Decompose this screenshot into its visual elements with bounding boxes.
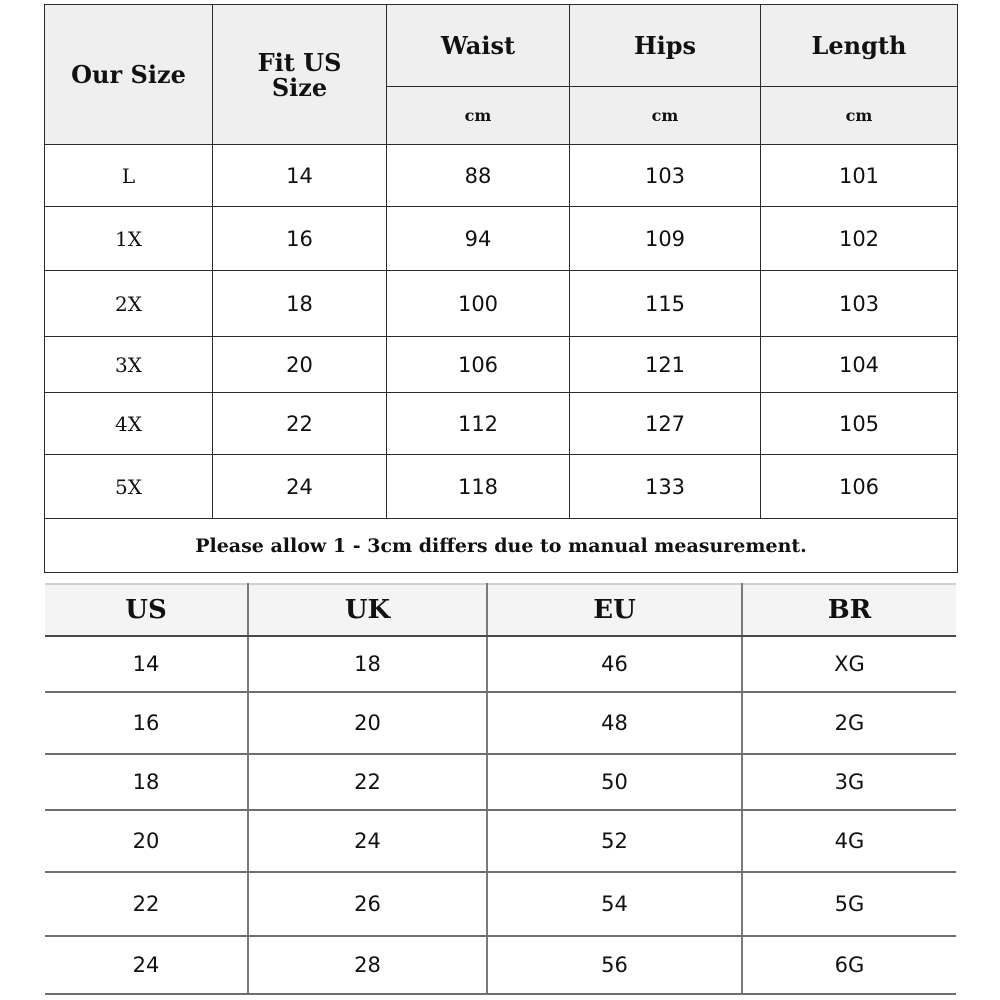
table-row <box>45 692 956 754</box>
size-chart-table <box>44 4 958 573</box>
cell-size: 3X <box>45 337 213 393</box>
cell-us-size: 16 <box>213 207 387 271</box>
cell-uk: 18 <box>248 636 487 692</box>
cell-br: 4G <box>742 810 956 872</box>
cell-uk: 26 <box>248 872 487 936</box>
cell-length: 104 <box>761 337 958 393</box>
cell-eu: 50 <box>487 754 742 810</box>
cell-us: 24 <box>45 936 248 994</box>
cell-size: L <box>45 145 213 207</box>
cell-waist: 118 <box>387 455 570 519</box>
cell-length: 103 <box>761 271 958 337</box>
table-row <box>45 393 958 455</box>
cell-waist: 88 <box>387 145 570 207</box>
cell-waist: 100 <box>387 271 570 337</box>
header-fit-us-size: Fit US Size <box>213 5 387 145</box>
table-row <box>45 872 956 936</box>
cell-length: 101 <box>761 145 958 207</box>
cell-size: 4X <box>45 393 213 455</box>
size-conversion-table <box>45 583 956 995</box>
table-row <box>45 207 958 271</box>
cell-us: 14 <box>45 636 248 692</box>
cell-us-size: 20 <box>213 337 387 393</box>
cell-hips: 133 <box>570 455 761 519</box>
cell-hips: 115 <box>570 271 761 337</box>
cell-uk: 20 <box>248 692 487 754</box>
cell-hips: 121 <box>570 337 761 393</box>
cell-length: 105 <box>761 393 958 455</box>
cell-size: 5X <box>45 455 213 519</box>
cell-waist: 94 <box>387 207 570 271</box>
cell-eu: 52 <box>487 810 742 872</box>
header-uk: UK <box>248 584 487 636</box>
cell-br: 5G <box>742 872 956 936</box>
table-row <box>45 337 958 393</box>
cell-us: 22 <box>45 872 248 936</box>
cell-waist: 112 <box>387 393 570 455</box>
table-row <box>45 636 956 692</box>
cell-eu: 48 <box>487 692 742 754</box>
cell-hips: 127 <box>570 393 761 455</box>
table-row <box>45 936 956 994</box>
table-row <box>45 754 956 810</box>
cell-hips: 103 <box>570 145 761 207</box>
header-our-size: Our Size <box>45 5 213 145</box>
header-eu: EU <box>487 584 742 636</box>
cell-hips: 109 <box>570 207 761 271</box>
header-br: BR <box>742 584 956 636</box>
unit-length: cm <box>761 87 958 145</box>
cell-us-size: 14 <box>213 145 387 207</box>
cell-uk: 28 <box>248 936 487 994</box>
table-row <box>45 271 958 337</box>
cell-br: 3G <box>742 754 956 810</box>
table-row <box>45 145 958 207</box>
header-us: US <box>45 584 248 636</box>
cell-length: 102 <box>761 207 958 271</box>
cell-length: 106 <box>761 455 958 519</box>
cell-size: 1X <box>45 207 213 271</box>
header-hips: Hips <box>570 5 761 87</box>
cell-us: 20 <box>45 810 248 872</box>
unit-hips: cm <box>570 87 761 145</box>
cell-us: 18 <box>45 754 248 810</box>
cell-uk: 22 <box>248 754 487 810</box>
cell-eu: 56 <box>487 936 742 994</box>
cell-us-size: 24 <box>213 455 387 519</box>
cell-size: 2X <box>45 271 213 337</box>
header-length: Length <box>761 5 958 87</box>
cell-us-size: 22 <box>213 393 387 455</box>
measurement-note: Please allow 1 - 3cm differs due to manual measurement. <box>45 519 958 573</box>
table-row <box>45 455 958 519</box>
cell-us-size: 18 <box>213 271 387 337</box>
unit-waist: cm <box>387 87 570 145</box>
cell-eu: 54 <box>487 872 742 936</box>
cell-waist: 106 <box>387 337 570 393</box>
cell-br: XG <box>742 636 956 692</box>
cell-br: 6G <box>742 936 956 994</box>
table-row <box>45 810 956 872</box>
cell-us: 16 <box>45 692 248 754</box>
header-waist: Waist <box>387 5 570 87</box>
cell-eu: 46 <box>487 636 742 692</box>
cell-uk: 24 <box>248 810 487 872</box>
cell-br: 2G <box>742 692 956 754</box>
